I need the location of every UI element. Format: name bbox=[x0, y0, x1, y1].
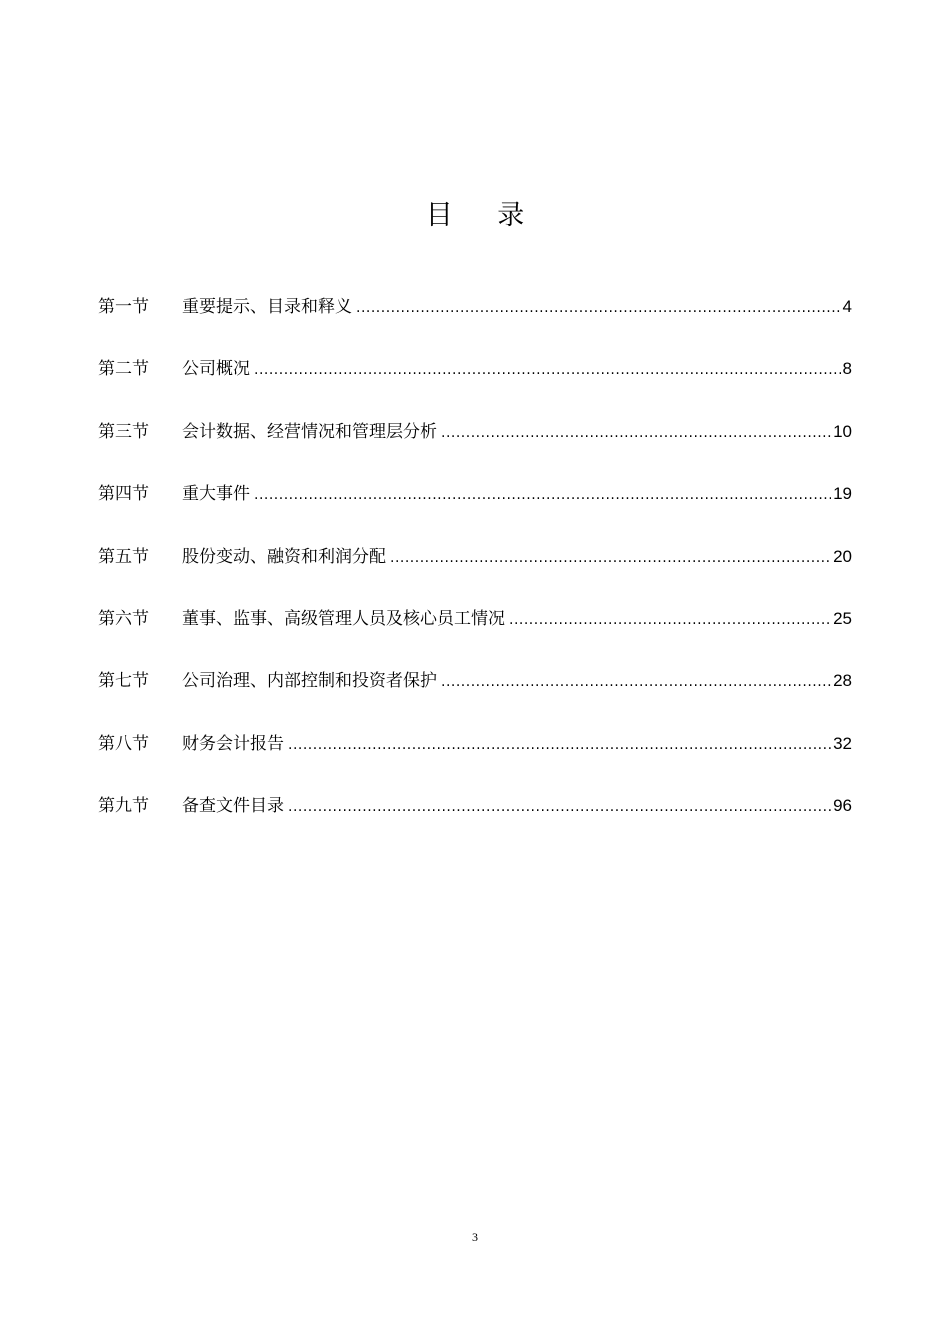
toc-section-label: 第五节 bbox=[98, 546, 149, 567]
toc-entry[interactable] bbox=[98, 729, 852, 791]
toc-leader-dots bbox=[509, 605, 831, 635]
toc-leader-dots bbox=[288, 730, 831, 760]
toc-leader-dots bbox=[390, 543, 831, 573]
toc-page-number: 32 bbox=[833, 733, 852, 753]
toc-leader-dots bbox=[254, 355, 841, 385]
toc-leader-dots bbox=[441, 667, 831, 697]
toc-leader-dots bbox=[441, 418, 831, 448]
toc-page-number: 20 bbox=[833, 546, 852, 566]
toc-heading: 重要提示、目录和释义 bbox=[182, 297, 352, 317]
toc-section-label: 第九节 bbox=[98, 796, 149, 817]
toc-entry[interactable] bbox=[98, 417, 852, 479]
toc-heading: 董事、监事、高级管理人员及核心员工情况 bbox=[182, 608, 505, 629]
toc-leader-dots bbox=[254, 480, 831, 510]
toc-page-number: 19 bbox=[833, 484, 852, 504]
toc-entry[interactable] bbox=[98, 604, 852, 666]
toc-entry[interactable] bbox=[98, 542, 852, 604]
toc-heading: 备查文件目录 bbox=[182, 796, 284, 817]
toc-section-label: 第七节 bbox=[98, 671, 149, 692]
toc-page-number: 8 bbox=[842, 359, 852, 379]
table-of-contents bbox=[98, 292, 852, 854]
toc-page-number: 25 bbox=[833, 608, 852, 628]
toc-entry[interactable] bbox=[98, 479, 852, 541]
toc-heading: 股份变动、融资和利润分配 bbox=[182, 546, 386, 567]
page-footer-number: 3 bbox=[472, 1230, 478, 1244]
toc-entry[interactable] bbox=[98, 666, 852, 728]
toc-section-label: 第四节 bbox=[98, 484, 149, 505]
toc-heading: 公司治理、内部控制和投资者保护 bbox=[182, 671, 437, 692]
page-title: 目 录 bbox=[425, 200, 543, 231]
toc-section-label: 第八节 bbox=[98, 733, 149, 754]
toc-entry[interactable] bbox=[98, 791, 852, 853]
toc-heading: 公司概况 bbox=[182, 359, 250, 380]
toc-leader-dots bbox=[356, 293, 841, 323]
toc-section-label: 第一节 bbox=[98, 297, 149, 317]
toc-section-label: 第六节 bbox=[98, 608, 149, 629]
toc-page-number: 4 bbox=[842, 297, 852, 316]
toc-section-label: 第二节 bbox=[98, 359, 149, 380]
toc-section-label: 第三节 bbox=[98, 421, 149, 442]
toc-heading: 财务会计报告 bbox=[182, 733, 284, 754]
toc-leader-dots bbox=[288, 792, 831, 822]
toc-page-number: 28 bbox=[833, 671, 852, 691]
toc-page-number: 96 bbox=[833, 796, 852, 816]
toc-entry[interactable] bbox=[98, 292, 852, 354]
toc-heading: 会计数据、经营情况和管理层分析 bbox=[182, 421, 437, 442]
toc-entry[interactable] bbox=[98, 354, 852, 416]
toc-heading: 重大事件 bbox=[182, 484, 250, 505]
toc-page-number: 10 bbox=[833, 421, 852, 441]
